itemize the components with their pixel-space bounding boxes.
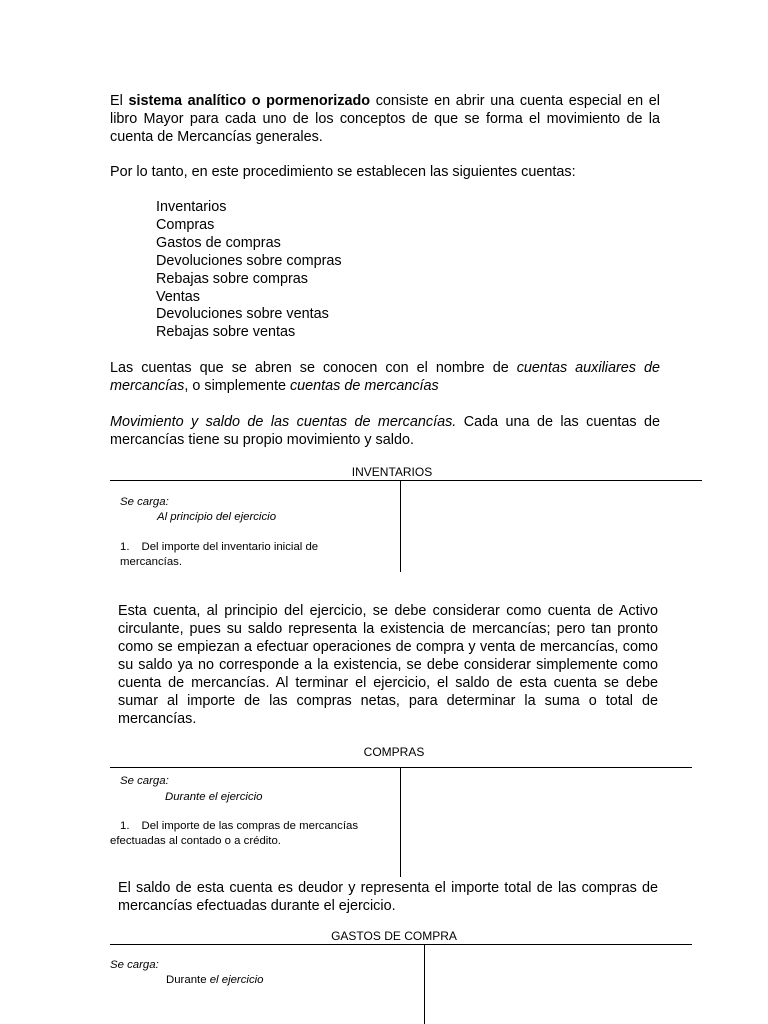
inventarios-item-cont: mercancías. — [120, 556, 183, 568]
inventarios-se-carga — [120, 495, 169, 510]
intro-lead: El — [110, 93, 129, 109]
when-label: Al principio del ejercicio — [157, 511, 277, 523]
inventarios-when — [157, 510, 276, 525]
aux-term-2: cuentas de mercancías — [289, 378, 439, 394]
aux-lead: Las cuentas que se abren se conocen con el nombre de — [110, 360, 517, 376]
list-item: Inventarios — [156, 199, 227, 215]
item-number: 1. — [120, 820, 130, 832]
inventarios-account-title: INVENTARIOS — [351, 465, 433, 479]
movement-heading: Movimiento y saldo de las cuentas de mercancías. — [110, 414, 457, 430]
movement-rest: Cada una de las cuentas de mercancías tiene su propio movimiento y saldo. — [110, 414, 660, 448]
list-item: Ventas — [156, 288, 201, 305]
aux-term-1: cuentas auxiliares de mercancías — [110, 360, 660, 394]
gastos-top-line — [110, 944, 692, 945]
intro-bold-term: sistema analítico o pormenorizado — [128, 93, 371, 109]
inventarios-top-line — [110, 480, 702, 481]
compras-item-cont: efectuadas al contado o a crédito. — [110, 835, 281, 847]
list-item: Compras — [156, 216, 215, 233]
compras-when — [165, 790, 263, 805]
aux-mid: , o simplemente — [184, 378, 290, 394]
auxiliary-accounts-paragraph — [110, 359, 660, 395]
item-text: Del importe de las compras de mercancías — [141, 820, 359, 832]
gastos-divider — [424, 944, 425, 1024]
item-text: Del importe del inventario inicial de — [141, 541, 319, 553]
gastos-account-title: GASTOS DE COMPRA — [331, 929, 457, 943]
compras-account-title: COMPRAS — [363, 745, 425, 759]
list-item: Gastos de compras — [156, 234, 281, 251]
se-carga-label: Se carga: — [120, 775, 169, 787]
se-carga-label: Se carga: — [120, 496, 169, 508]
list-intro-paragraph: Por lo tanto, en este procedimiento se establecen las siguientes cuentas: — [110, 164, 576, 180]
inventarios-divider — [400, 480, 401, 572]
list-item: Rebajas sobre compras — [156, 270, 308, 287]
compras-top-line — [110, 767, 692, 768]
compras-se-carga — [120, 774, 169, 789]
list-item: Devoluciones sobre compras — [156, 252, 342, 269]
inventarios-paragraph: Esta cuenta, al principio del ejercicio, se debe considerar como cuenta de Activo circulante, pues su saldo representa la existencia de mercancías; pero tan pronto como se empiezan a efectuar operaciones de compra y venta de mercancías, como su saldo ya no corresponde a la existencia, se debe considerar simplemente como cuenta de mercancías. Al terminar el ejercicio, el saldo de esta cuenta se debe sumar al importe de las compras netas, para determinar la suma o total de mercancías. — [118, 603, 658, 727]
compras-item — [120, 819, 358, 834]
intro-rest: consiste en abrir una cuenta especial en el libro Mayor para cada uno de los conceptos de que se forma el movimiento de la cuenta de Mercancías generales. — [110, 93, 661, 145]
when-label: Durante el ejercicio — [165, 791, 263, 803]
compras-divider — [400, 767, 401, 877]
when-label-b: el ejercicio — [209, 974, 264, 986]
item-number: 1. — [120, 541, 130, 553]
list-item: Devoluciones sobre ventas — [156, 306, 329, 323]
accounts-list — [156, 199, 342, 342]
se-carga-label: Se carga: — [110, 959, 159, 971]
when-label-a: Durante — [166, 974, 210, 986]
inventarios-item — [120, 540, 318, 555]
movement-paragraph — [110, 413, 660, 449]
gastos-se-carga — [110, 958, 159, 973]
gastos-when — [166, 973, 264, 988]
compras-paragraph: El saldo de esta cuenta es deudor y representa el importe total de las compras de mercancías efectuadas durante el ejercicio. — [118, 880, 658, 914]
intro-paragraph — [110, 92, 660, 146]
list-item: Rebajas sobre ventas — [156, 324, 296, 341]
